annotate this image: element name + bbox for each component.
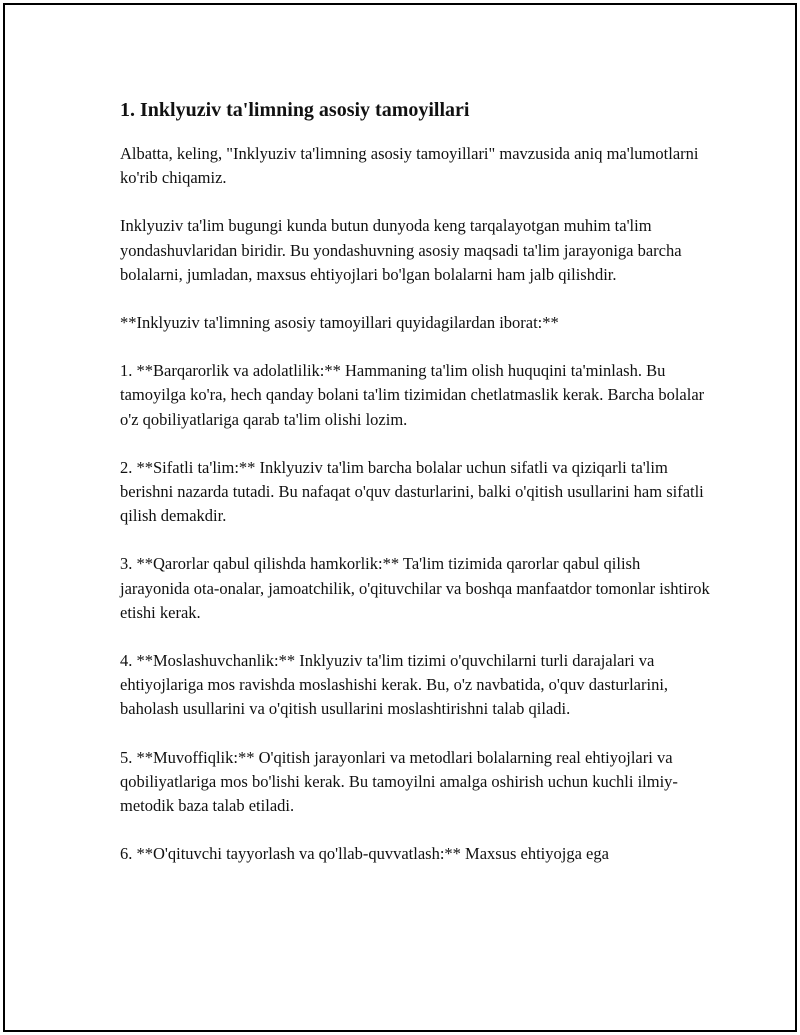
principle-6-paragraph: 6. **O'qituvchi tayyorlash va qo'llab-quvvatlash:** Maxsus ehtiyojga ega: [120, 844, 609, 864]
context-paragraph: Inklyuziv ta'lim bugungi kunda butun dunyoda keng tarqalayotgan muhim ta'lim yondashuvlaridan biridir. Bu yondashuvning asosiy maqsadi ta'lim jarayoniga barcha bolalarni, jumladan, maxsus ehtiyojlari bo'lgan bolalarni ham jalb qilishdir.: [120, 216, 682, 284]
principle-4-paragraph: 4. **Moslashuvchanlik:** Inklyuziv ta'lim tizimi o'quvchilarni turli darajalari va ehtiyojlariga mos ravishda moslashishi kerak. Bu, o'z navbatida, o'quv dasturlarini, baholash usullarini va o'qitish usullarini moslashtirishni talab qiladi.: [120, 651, 669, 719]
principle-1-paragraph: 1. **Barqarorlik va adolatlilik:** Hammaning ta'lim olish huquqini ta'minlash. Bu tamoyilga ko'ra, hech qanday bolani ta'lim tizimidan chetlatmaslik kerak. Barcha bolalar o'z qobiliyatlariga qarab ta'lim olishi lozim.: [120, 361, 705, 429]
section-heading: 1. Inklyuziv ta'limning asosiy tamoyillari: [120, 99, 470, 121]
principles-intro-paragraph: **Inklyuziv ta'limning asosiy tamoyillari quyidagilardan iborat:**: [120, 313, 559, 333]
document-page: [3, 3, 797, 1032]
principle-3-paragraph: 3. **Qarorlar qabul qilishda hamkorlik:** Ta'lim tizimida qarorlar qabul qilish jarayonida ota-onalar, jamoatchilik, o'qituvchilar va boshqa manfaatdor tomonlar ishtirok etishi kerak.: [120, 554, 710, 622]
principle-5-paragraph: 5. **Muvoffiqlik:** O'qitish jarayonlari va metodlari bolalarning real ehtiyojlari va qobiliyatlariga mos bo'lishi kerak. Bu tamoyilni amalga oshirish uchun kuchli ilmiy-metodik baza talab etiladi.: [120, 747, 678, 816]
intro-paragraph: Albatta, keling, "Inklyuziv ta'limning asosiy tamoyillari" mavzusida aniq ma'lumotlarni ko'rib chiqamiz.: [120, 144, 699, 188]
principle-2-paragraph: 2. **Sifatli ta'lim:** Inklyuziv ta'lim barcha bolalar uchun sifatli va qiziqarli ta'lim berishni nazarda tutadi. Bu nafaqat o'quv dasturlarini, balki o'qitish usullarini ham sifatli qilish demakdir.: [120, 457, 704, 526]
document-body: [120, 97, 710, 890]
